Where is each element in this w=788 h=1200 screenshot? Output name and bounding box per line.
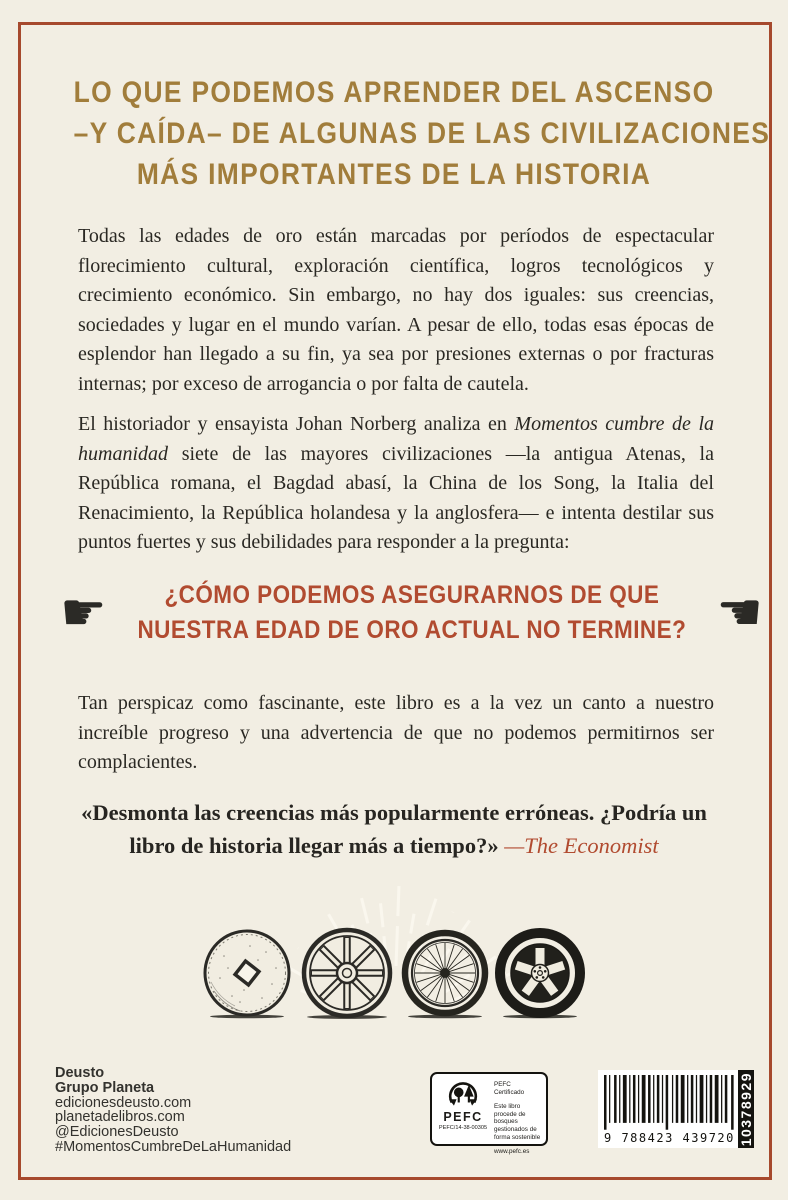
pefc-text-column (494, 1079, 541, 1156)
barcode-bars-area (598, 1070, 738, 1148)
manicule-pointing-left-icon: ☚ (716, 583, 763, 643)
pefc-trees-icon (447, 1079, 479, 1111)
car-wheel-icon (500, 933, 580, 1013)
pefc-certification-label: PEFC Certificado (494, 1081, 525, 1096)
paragraph-2 (78, 410, 714, 558)
barcode-edition-code: 10378929 (737, 1071, 754, 1147)
publisher-hashtag: #MomentosCumbreDeLaHumanidad (55, 1138, 292, 1155)
publisher-block (55, 1066, 291, 1155)
pefc-certification-box (430, 1072, 548, 1156)
bicycle-wheel-icon (405, 933, 485, 1013)
tagline (30, 72, 771, 195)
tagline-line-3: MÁS IMPORTANTES DE LA HISTORIA (136, 158, 652, 191)
publisher-website-2: planetadelibros.com (55, 1109, 185, 1126)
barcode-icon (604, 1075, 735, 1132)
press-quote-text: «Desmonta las creencias más popularmente erróneas. ¿Podría un libro de historia llegar más a tiempo?» (81, 800, 707, 858)
publisher-imprint: Deusto (55, 1065, 105, 1081)
publisher-website-1: edicionesdeusto.com (55, 1094, 192, 1111)
callout-question (60, 578, 763, 648)
pefc-logo-text: PEFC (443, 1110, 483, 1124)
paragraph-3: Tan perspicaz como fascinante, este libro es a la vez un canto a nuestro increíble progreso y una advertencia de que no podemos permitirnos ser complacientes. (78, 692, 714, 773)
callout-line-1: ¿CÓMO PODEMOS ASEGURARNOS DE QUE (164, 581, 659, 609)
paragraph-1: Todas las edades de oro están marcadas por períodos de espectacular florecimiento cultural, exploración científica, logros tecnológicos y crecimiento económico. Sin embargo, no hay dos iguales: sus creencias, sociedades y lugar en el mundo varían. A pesar de ello, todas esas épocas de esplendor han llegado a su fin, ya sea por presiones externas o por fracturas internas; por exceso de arrogancia o por falta de cautela. (78, 225, 714, 395)
manicule-pointing-right-icon: ☛ (60, 583, 107, 643)
publisher-social-handle: @EdicionesDeusto (55, 1124, 179, 1141)
callout-line-2: NUESTRA EDAD DE ORO ACTUAL NO TERMINE? (137, 616, 686, 644)
paragraph-2-post: siete de las mayores civilizaciones —la antigua Atenas, la República romana, el Bagdad abasí, la China de los Song, la Italia del Renacimiento, la República holandesa y la anglosfera— e intenta destilar sus puntos fuertes y sus debilidades para responder a la pregunta: (78, 442, 714, 553)
wooden-wheel-icon (304, 930, 390, 1016)
tagline-line-2: –Y CAÍDA– DE ALGUNAS DE LAS CIVILIZACIONES (73, 117, 771, 150)
barcode-edition-strip (738, 1070, 754, 1148)
book-title-italic: Momentos cumbre de la humanidad (78, 413, 715, 465)
press-quote (64, 796, 724, 862)
callout-question-text (137, 578, 686, 648)
pefc-license-number: PEFC/14-38-00305 (438, 1125, 488, 1131)
press-quote-attribution: —The Economist (504, 833, 659, 858)
barcode-isbn-digits: 9 788423 439720 (604, 1131, 735, 1145)
publisher-group: Grupo Planeta (55, 1079, 155, 1096)
pefc-description: Este libro procede de bosques gestionados de forma sostenible (494, 1103, 541, 1141)
pefc-logo-column (438, 1079, 488, 1140)
stone-wheel-icon (205, 931, 289, 1015)
paragraph-2-pre: El historiador y ensayista Johan Norberg analiza en (78, 413, 515, 435)
wheel-shadows (210, 1015, 577, 1019)
tagline-line-1: LO QUE PODEMOS APRENDER DEL ASCENSO (73, 76, 715, 109)
pefc-url: www.pefc.es (494, 1148, 530, 1156)
wheel-evolution-illustration (154, 856, 634, 1061)
wheel-evolution-svg (154, 856, 634, 1056)
barcode-box (598, 1070, 754, 1148)
